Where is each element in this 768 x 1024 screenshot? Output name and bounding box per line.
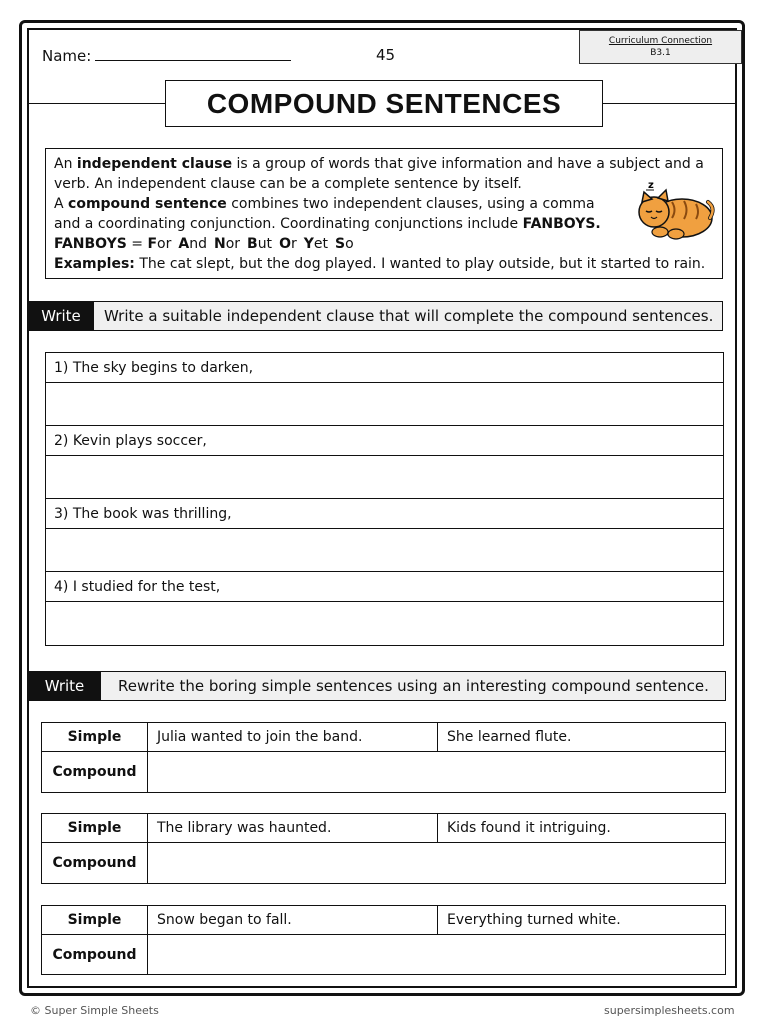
simple-sentence-a: Snow began to fall. — [148, 906, 438, 934]
definition-box — [45, 148, 723, 279]
clause-completion-table — [45, 352, 724, 646]
independent-clause-definition: An independent clause is a group of words that give information and have a subject and a verb. An independent clause can be a complete sentence by itself. — [54, 156, 704, 192]
fanboys-word: For — [147, 236, 172, 252]
simple-label: Simple — [42, 814, 148, 842]
fanboys-word: And — [178, 236, 207, 252]
sleeping-cat-icon — [630, 178, 716, 242]
prompt-row: 1) The sky begins to darken, — [46, 353, 723, 383]
svg-text:z: z — [648, 180, 654, 191]
answer-area-1[interactable] — [46, 383, 723, 426]
curriculum-code: B3.1 — [650, 48, 671, 58]
compound-row — [42, 843, 725, 883]
prompt-row: 3) The book was thrilling, — [46, 499, 723, 529]
fanboys-word: Nor — [213, 236, 241, 252]
simple-row — [42, 906, 725, 935]
simple-sentence-b: Everything turned white. — [447, 912, 621, 928]
compound-answer-area-2[interactable] — [148, 843, 725, 883]
section2-instruction: Rewrite the boring simple sentences using an interesting compound sentence. — [118, 677, 709, 695]
compound-row — [42, 752, 725, 792]
compound-label: Compound — [42, 752, 148, 792]
compound-label: Compound — [42, 843, 148, 883]
simple-label: Simple — [42, 723, 148, 751]
compound-sentence-definition: A compound sentence combines two independent clauses, using a comma and a coordinating conjunction. Coordinating conjunctions include FANBOYS. — [54, 196, 601, 232]
simple-sentence-a: The library was haunted. — [148, 814, 438, 842]
curriculum-connection-box — [579, 30, 742, 64]
page-number: 45 — [376, 46, 396, 64]
section2-instruction-bar — [27, 671, 726, 701]
fanboys-line: FANBOYS = For And Nor But Or Yet So — [54, 236, 354, 252]
simple-sentence-b: She learned flute. — [447, 729, 572, 745]
name-label: Name: — [42, 47, 92, 65]
simple-row — [42, 723, 725, 752]
compound-label: Compound — [42, 935, 148, 974]
fanboys-word: So — [334, 236, 354, 252]
section2-write-tag: Write — [28, 672, 101, 700]
answer-area-2[interactable] — [46, 456, 723, 499]
prompt-row: 4) I studied for the test, — [46, 572, 723, 602]
section1-instruction: Write a suitable independent clause that will complete the compound sentences. — [104, 307, 714, 325]
compound-row — [42, 935, 725, 974]
simple-sentence-b: Kids found it intriguing. — [447, 820, 611, 836]
prompt-row: 2) Kevin plays soccer, — [46, 426, 723, 456]
footer-website-link[interactable]: supersimplesheets.com — [604, 1004, 735, 1017]
simple-row — [42, 814, 725, 843]
fanboys-word: Yet — [303, 236, 328, 252]
title-rule-left — [29, 103, 166, 104]
fanboys-word: Or — [279, 236, 297, 252]
page-title: COMPOUND SENTENCES — [165, 80, 603, 127]
curriculum-title: Curriculum Connection — [608, 36, 713, 46]
compound-answer-area-3[interactable] — [148, 935, 725, 974]
name-line[interactable] — [95, 46, 291, 61]
answer-area-3[interactable] — [46, 529, 723, 572]
fanboys-word: But — [247, 236, 273, 252]
simple-compound-table-2 — [41, 813, 726, 884]
simple-compound-table-3 — [41, 905, 726, 975]
section1-instruction-bar — [27, 301, 723, 331]
examples-line: Examples: The cat slept, but the dog played. I wanted to play outside, but it started to rain. — [54, 256, 706, 272]
simple-label: Simple — [42, 906, 148, 934]
compound-answer-area-1[interactable] — [148, 752, 725, 792]
title-rule-right — [602, 103, 735, 104]
section1-write-tag: Write — [28, 302, 94, 330]
simple-compound-table-1 — [41, 722, 726, 793]
simple-sentence-a: Julia wanted to join the band. — [148, 723, 438, 751]
answer-area-4[interactable] — [46, 602, 723, 645]
name-field[interactable] — [42, 46, 291, 65]
footer-copyright: © Super Simple Sheets — [30, 1004, 159, 1017]
